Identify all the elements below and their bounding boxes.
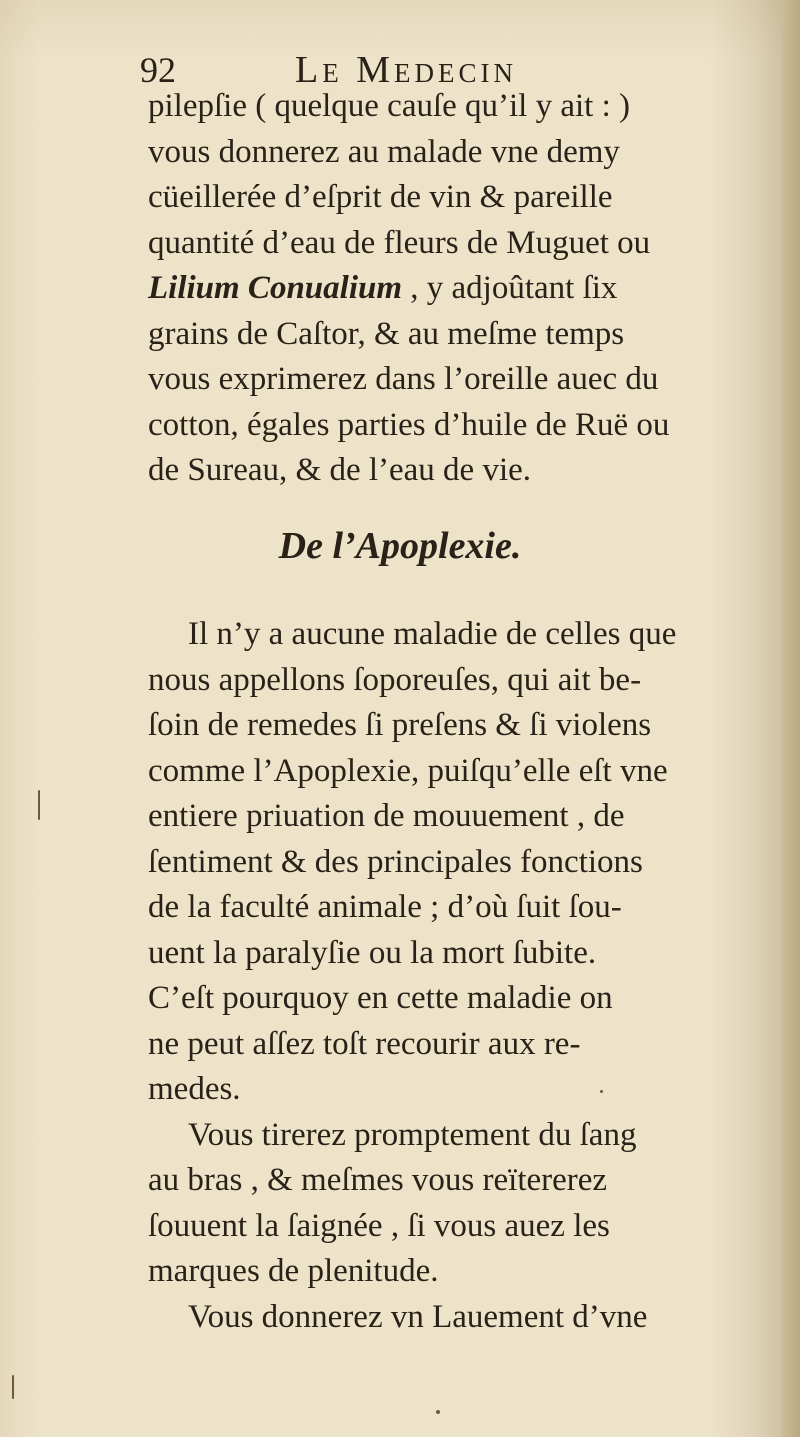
paper-mark [12,1375,14,1399]
text-line: nous appellons ſoporeuſes, qui ait be- [148,661,642,698]
text-line: uent la paralyſie ou la mort ſubite. [148,934,597,971]
text-line: pilepſie ( quelque cauſe qu’il y ait : ) [148,88,630,124]
section-heading: De l’Apoplexie. [278,525,522,567]
text-line: de la faculté animale ; d’où ſuit ſou- [148,889,622,925]
text-line: grains de Caſtor, & au meſme temps [148,315,625,352]
text-line: Lilium Conualium , y adjoûtant ſix [148,270,618,306]
paragraph-epilepsy-remedy [148,84,770,494]
text-line: cüeillerée d’eſprit de vin & pareille [148,179,613,215]
text-line: vous exprimerez dans l’oreille auec du [148,361,659,397]
paper-speck [436,1410,440,1414]
text-line: ſentiment & des principales fonctions [148,843,643,880]
text-line: ſoin de remedes ſi preſens & ſi violens [148,707,652,743]
text-line: quantité d’eau de fleurs de Muguet ou [148,224,651,261]
paper-speck [600,1090,603,1093]
latin-plant-name: Lilium Conualium [148,270,403,306]
paragraph-apoplexy [148,612,770,1340]
text-line: Il n’y a aucune maladie de celles que [188,616,677,652]
text-line: ne peut aſſez toſt recourir aux re- [148,1025,581,1062]
text-line: comme l’Apoplexie, puiſqu’elle eſt vne [148,752,668,789]
text-line: C’eſt pourquoy en cette maladie on [148,980,613,1016]
text-line: ſouuent la ſaignée , ſi vous auez les [148,1207,610,1244]
page-number: 92 [140,50,176,90]
text-line: Vous donnerez vn Lauement d’vne [188,1298,648,1335]
text-line: marques de plenitude. [148,1253,439,1289]
page-gutter-shadow [782,0,800,1437]
text-line: au bras , & meſmes vous reïtererez [148,1162,608,1198]
text-line: vous donnerez au malade vne demy [148,133,620,170]
paper-mark [38,790,40,820]
text-line: de Sureau, & de l’eau de vie. [148,452,532,488]
text-line: medes. [148,1071,241,1107]
text-line: Vous tirerez promptement du ſang [188,1116,637,1153]
text-line: cotton, égales parties d’huile de Ruë ou [148,406,670,443]
running-head: Le Medecin [295,49,517,91]
text-line: entiere priuation de mouuement , de [148,798,625,834]
